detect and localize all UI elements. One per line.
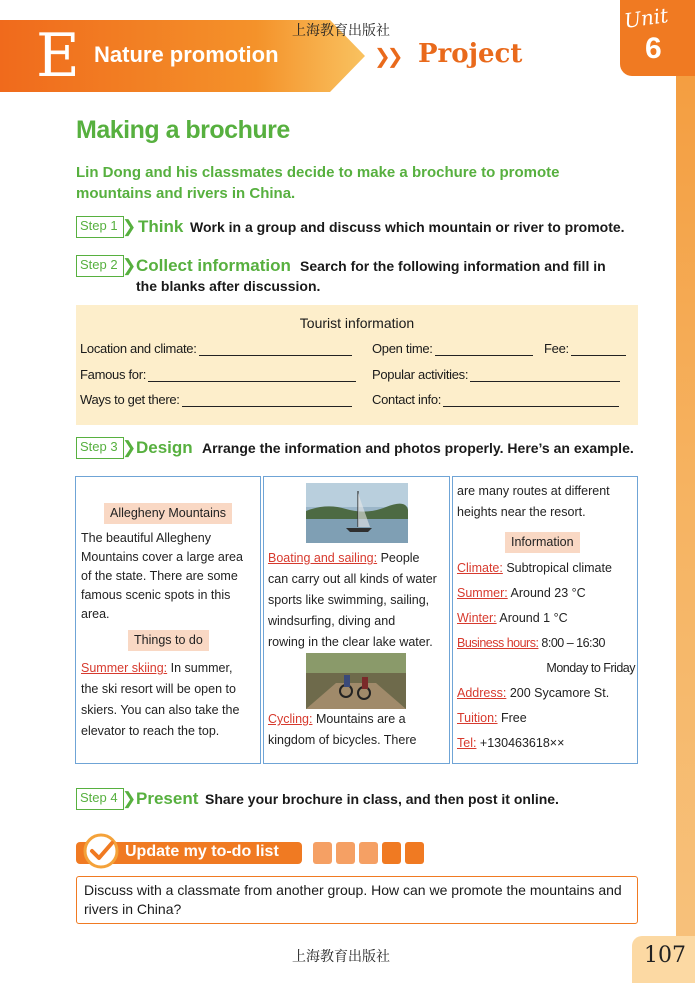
text-line: elevator to reach the top. — [81, 724, 220, 738]
progress-square — [359, 842, 378, 864]
text-line: the ski resort will be open to — [81, 682, 236, 696]
text-line: The beautiful Allegheny — [81, 531, 211, 545]
step-name: Think — [138, 217, 184, 236]
field-open-time[interactable] — [372, 341, 533, 356]
step-instruction: Arrange the information and photos properly. Here’s an example. — [202, 440, 634, 456]
brochure-intro — [81, 529, 259, 624]
info-value: Free — [497, 711, 527, 725]
info-label: Address: — [457, 686, 507, 700]
todo-title: Update my to-do list — [125, 843, 279, 860]
activity-label: Boating and sailing: — [268, 551, 378, 565]
brochure-column-3 — [452, 476, 638, 764]
activity-label: Summer skiing: — [81, 661, 168, 675]
brochure-column-1 — [75, 476, 261, 764]
step-instruction: Search for the following information and fill in — [300, 258, 606, 274]
text-line: are many routes at different — [457, 484, 610, 498]
info-label: Tuition: — [457, 711, 498, 725]
cycling-photo — [306, 653, 406, 709]
text-line: windsurfing, diving and — [268, 614, 396, 628]
unit-number: 6 — [645, 32, 662, 65]
page-number: 107 — [644, 943, 686, 968]
text-line: famous scenic spots in this — [81, 588, 231, 602]
chevron-right-icon: ❯ — [122, 789, 137, 808]
text-line: rowing in the clear lake water. — [268, 635, 433, 649]
field-label: Contact info: — [372, 392, 442, 407]
tourist-info-form — [76, 305, 638, 425]
text-line: of the state. There are some — [81, 569, 238, 583]
field-label: Popular activities: — [372, 367, 469, 382]
step-badge-label: Step 2 — [80, 257, 118, 272]
sailboat-photo — [306, 483, 408, 543]
todo-prompt: Discuss with a classmate from another group. How can we promote the mountains and rivers in China? — [76, 876, 638, 924]
checkmark-icon — [82, 832, 120, 870]
step-name: Collect information — [136, 256, 291, 275]
chevron-right-icon: ❯ — [122, 256, 137, 275]
info-value: Around 1 °C — [496, 611, 568, 625]
field-activities[interactable] — [372, 367, 620, 382]
step-name: Design — [136, 438, 193, 457]
page-edge-strip — [676, 0, 695, 983]
progress-square — [382, 842, 401, 864]
step-badge-label: Step 4 — [80, 790, 118, 805]
brochure-heading: Allegheny Mountains — [104, 503, 232, 524]
step-badge — [76, 437, 137, 459]
info-label: Summer: — [457, 586, 508, 600]
info-value: 200 Sycamore St. — [506, 686, 610, 700]
progress-square — [313, 842, 332, 864]
text-line: In summer, — [167, 661, 233, 675]
double-chevron-icon: ❯❯ — [374, 44, 400, 68]
field-famous-for[interactable] — [80, 367, 356, 382]
text-line: can carry out all kinds of water — [268, 572, 437, 586]
text-line: Mountains are a — [312, 712, 406, 726]
intro-text: Lin Dong and his classmates decide to make a brochure to promote mountains and rivers in China. — [76, 164, 560, 202]
info-label: Climate: — [457, 561, 503, 575]
step-badge-label: Step 1 — [80, 218, 118, 233]
progress-square — [405, 842, 424, 864]
field-fee[interactable] — [544, 341, 626, 356]
field-label: Open time: — [372, 341, 433, 356]
activity-boating — [268, 548, 450, 653]
field-label: Fee: — [544, 341, 569, 356]
step-badge — [76, 255, 137, 277]
text-line: area. — [81, 607, 110, 621]
text-line: heights near the resort. — [457, 505, 586, 519]
text-line: skiers. You can also take the — [81, 703, 240, 717]
text-line: sports like swimming, sailing, — [268, 593, 430, 607]
field-label: Location and climate: — [80, 341, 197, 356]
cycling-continued — [457, 481, 637, 523]
publisher-watermark-top: 上海教育出版社 — [292, 23, 390, 39]
info-value: Subtropical climate — [502, 561, 612, 575]
field-location[interactable] — [80, 341, 352, 356]
tourist-info-title: Tourist information — [299, 315, 415, 331]
field-ways[interactable] — [80, 392, 352, 407]
step-badge — [76, 216, 137, 238]
information-heading: Information — [505, 532, 580, 553]
progress-square — [336, 842, 355, 864]
step-name: Present — [136, 789, 199, 808]
section-title: Nature promotion — [94, 42, 279, 67]
info-value: 8:00 – 16:30 — [538, 636, 605, 650]
text-line: Mountains cover a large area — [81, 550, 243, 564]
field-contact[interactable] — [372, 392, 619, 407]
activity-skiing — [81, 658, 261, 742]
info-value: Monday to Friday — [546, 661, 635, 675]
step-instruction: Share your brochure in class, and then post it online. — [205, 791, 559, 807]
chevron-right-icon: ❯ — [122, 438, 137, 457]
step-badge — [76, 788, 137, 810]
section-letter: E — [36, 21, 80, 91]
unit-word: Unit — [622, 3, 670, 33]
info-value: Around 23 °C — [507, 586, 586, 600]
field-label: Ways to get there: — [80, 392, 180, 407]
step-badge-label: Step 3 — [80, 439, 118, 454]
step-instruction: Work in a group and discuss which mountain or river to promote. — [190, 219, 625, 235]
page-title: Making a brochure — [76, 116, 290, 144]
step-instruction-cont: the blanks after discussion. — [136, 278, 321, 294]
activity-label: Cycling: — [268, 712, 313, 726]
info-label: Tel: — [457, 736, 477, 750]
activity-cycling — [268, 709, 450, 751]
brochure-column-2 — [263, 476, 450, 764]
information-list — [457, 556, 639, 756]
things-to-do-heading: Things to do — [128, 630, 209, 651]
text-line: kingdom of bicycles. There — [268, 733, 417, 747]
chevron-right-icon: ❯ — [122, 217, 137, 236]
field-label: Famous for: — [80, 367, 147, 382]
project-label: Project — [418, 39, 523, 69]
text-line: People — [377, 551, 420, 565]
info-label: Winter: — [457, 611, 497, 625]
info-label: Business hours: — [457, 636, 539, 650]
info-value: +130463618×× — [476, 736, 565, 750]
publisher-watermark-bottom: 上海教育出版社 — [292, 949, 390, 965]
